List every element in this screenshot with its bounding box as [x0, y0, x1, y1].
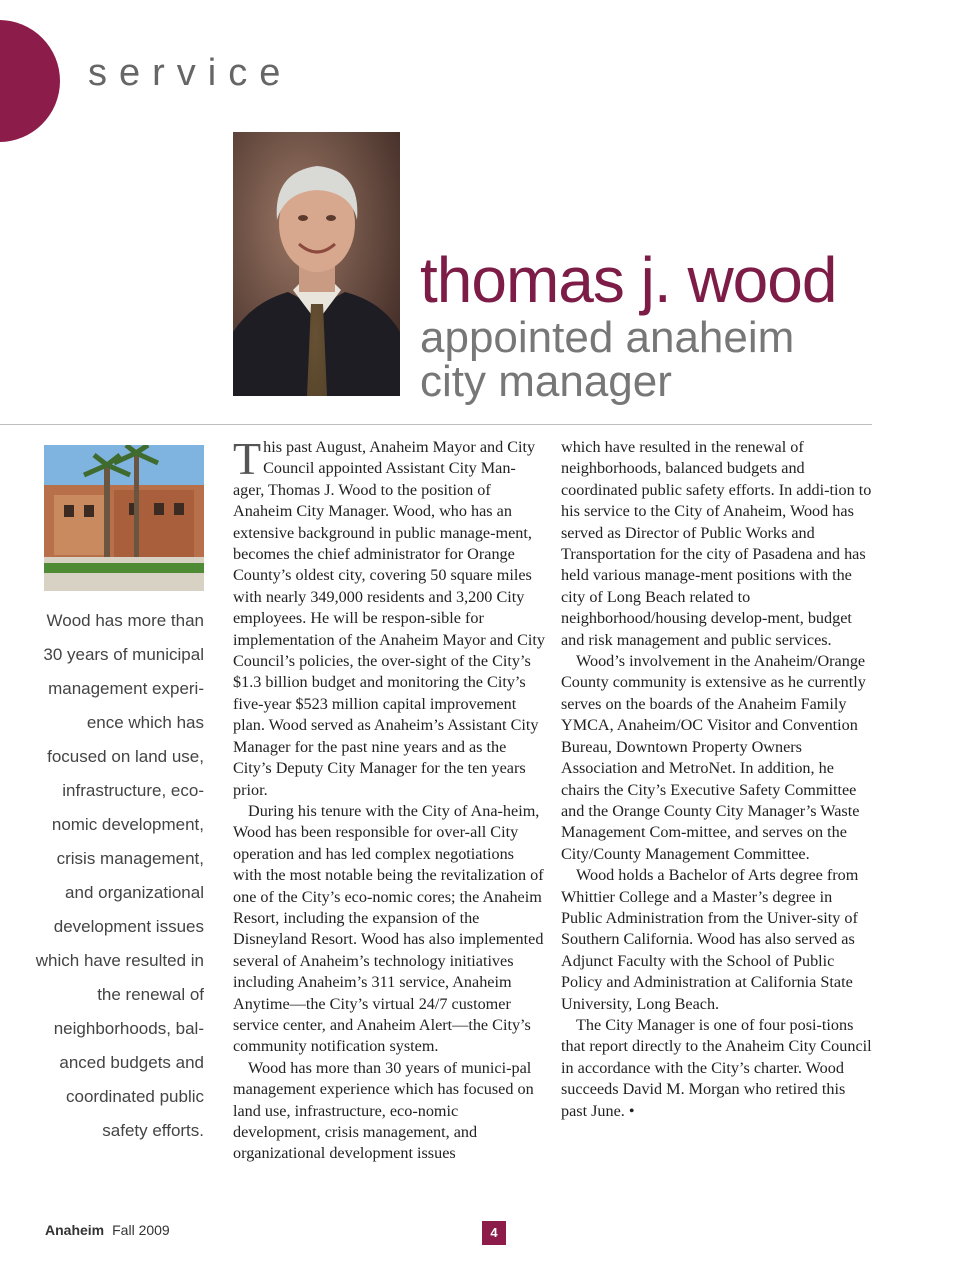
article-paragraph: Wood’s involvement in the Anaheim/Orange County community is extensive as he currently serves on the boards of the Anaheim Family YMCA, Anaheim/OC Visitor and Convention Bureau, Downtown Property Owners Association and MetroNet. In addition, he chairs the City’s Executive Safety Committee and the Orange County City Manager’s Waste Management Com-mittee, and serves on the City/County Management Committee. [561, 652, 866, 863]
article-paragraph: Wood holds a Bachelor of Arts degree from Whittier College and a Master’s degree in Public Administration from the Univer-sity of Southern California. Wood has also served as Adjunct Faculty with the School of Public Policy and Administration at California State University, Long Beach. [561, 866, 859, 1013]
article-paragraph: During his tenure with the City of Ana-heim, Wood has been responsible for over-all City operation and has led complex negotiations with the most notable being the revitalization of one of the City’s eco-nomic cores; the Anaheim Resort, including the expansion of the Disneyland Resort. Wood has also implemented several of Anaheim’s technology initiatives including Anaheim’s 311 service, Anaheim Anytime—the City’s virtual 24/7 customer service center, and Anaheim Alert—the City’s community notification system. [233, 801, 544, 1056]
pull-quote: Wood has more than 30 years of municipal management experi-ence which has focused on land use, infrastructure, eco-nomic development, crisis management, and organizational development issues which have resulted in the renewal of neighborhoods, bal-anced budgets and coordinated public safety efforts. [35, 611, 204, 1140]
drop-cap: T [233, 433, 262, 484]
headline [420, 244, 890, 404]
portrait-illustration [233, 132, 400, 396]
headline-name: thomas j. wood [420, 244, 837, 316]
article-paragraph [233, 433, 545, 801]
page-number: 4 [482, 1221, 506, 1245]
section-tab-circle [0, 20, 60, 142]
article-paragraph: which have resulted in the renewal of neighborhoods, balanced budgets and coordinated public safety efforts. In addi-tion to his service to the City of Anaheim, Wood has served as Director of Public Works and Transportation for the city of Pasadena and has held various manage-ment positions with the city of Long Beach related to neighborhood/housing develop-ment, budget and risk management and public services. [561, 438, 872, 649]
headline-subtitle-line1: appointed anaheim [420, 313, 795, 362]
footer [45, 1222, 170, 1238]
article-column-2 [561, 437, 873, 1122]
portrait-photo [233, 132, 400, 396]
article-paragraph-text: his past August, Anaheim Mayor and City Council appointed Assistant City Man-ager, Thomas J. Wood to the position of Anaheim City Manager. Wood, who has an extensive background in public manage-ment, becomes the chief administrator for Orange County’s oldest city, covering 50 square miles with nearly 349,000 residents and 3,200 City employees. He will be respon-sible for implementation of the Anaheim Mayor and City Council’s policies, the over-sight of the City’s $1.3 billion budget and monitoring the City’s five-year $523 million capital improvement plan. Wood served as Anaheim’s Assistant City Manager for the past nine years and as the City’s Deputy City Manager for the ten years prior. [233, 438, 545, 799]
building-illustration [44, 445, 204, 591]
footer-magazine-name: Anaheim [45, 1222, 105, 1238]
article-paragraph: Wood has more than 30 years of munici-pal management experience which has focused on land use, infrastructure, eco-nomic development, crisis management, and organizational development issues [233, 1058, 534, 1163]
article-column-1 [233, 433, 545, 1165]
section-label: service [88, 52, 293, 94]
divider-rule [0, 424, 872, 425]
footer-issue: Fall 2009 [112, 1222, 170, 1238]
headline-subtitle-line2: city manager [420, 357, 672, 406]
article-paragraph: The City Manager is one of four posi-tions that report directly to the Anaheim City Council in accordance with the City’s charter. Wood succeeds David M. Morgan who retired this past June. • [561, 1015, 872, 1120]
building-photo [44, 445, 204, 591]
